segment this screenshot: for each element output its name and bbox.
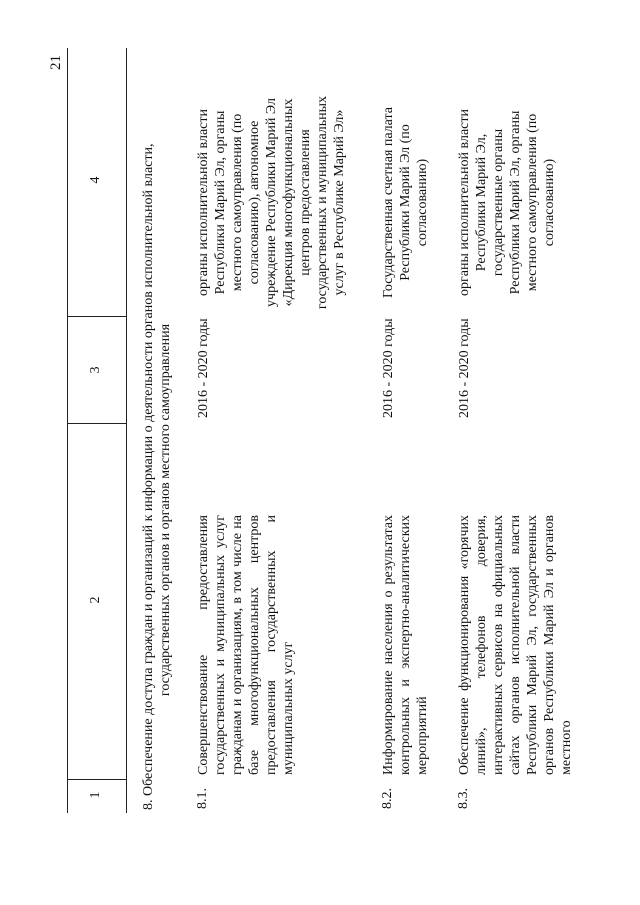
- row-period: 2016 - 2020 годы: [457, 318, 472, 418]
- row-executors: Государственная счетная палата Республики Марий Эл (по согласованию): [381, 106, 430, 299]
- row-description: Совершенствование предоставления государственных и муниципальных услуг гражданам и организациям, в том числе на базе многофункциональных центров предоставления государственных и муниципальных услуг: [196, 515, 296, 775]
- column-divider-3: [67, 316, 126, 317]
- row-description: Информирование населения о результатах контрольных и экспертно-аналитических мероприятий: [381, 515, 430, 775]
- row-period: 2016 - 2020 годы: [196, 318, 211, 418]
- table-top-rule: [67, 48, 68, 813]
- section-title-line-1: 8. Обеспечение доступа граждан и организаций к информации о деятельности органов исполнительной власти,: [141, 143, 156, 810]
- section-title-line-2: государственных органов и органов местного самоуправления: [158, 323, 173, 697]
- header-bottom-rule: [126, 48, 127, 813]
- column-number-2: 2: [88, 596, 103, 604]
- row-description: Обеспечение функционирования «горячих линий», телефонов доверия, интерактивных сервисов на официальных сайтах органов исполнительной власти Республики Марий Эл, государственных органов Республики Марий Эл и органов местного: [457, 515, 574, 775]
- page-number: 21: [48, 55, 64, 70]
- row-number: 8.1.: [195, 788, 210, 809]
- column-divider-2: [67, 423, 126, 424]
- row-period: 2016 - 2020 годы: [381, 318, 396, 418]
- row-executors: органы исполнительной власти Республики Марий Эл, государственные органы Республики Марий Эл, органы местного самоуправления (по согласованию): [457, 109, 557, 296]
- column-number-4: 4: [88, 176, 103, 184]
- row-number: 8.2.: [380, 788, 395, 809]
- column-number-3: 3: [88, 366, 103, 374]
- section-heading: [140, 90, 174, 810]
- column-number-1: 1: [88, 791, 103, 799]
- row-number: 8.3.: [456, 788, 471, 809]
- row-executors: органы исполнительной власти Республики Марий Эл, органы местного самоуправления (по согласованию), автономное учреждение Республики Марий Эл «Дирекция многофункциональных центров предоставления государственных и муниципальных услуг в Республике Марий Эл»: [196, 95, 347, 310]
